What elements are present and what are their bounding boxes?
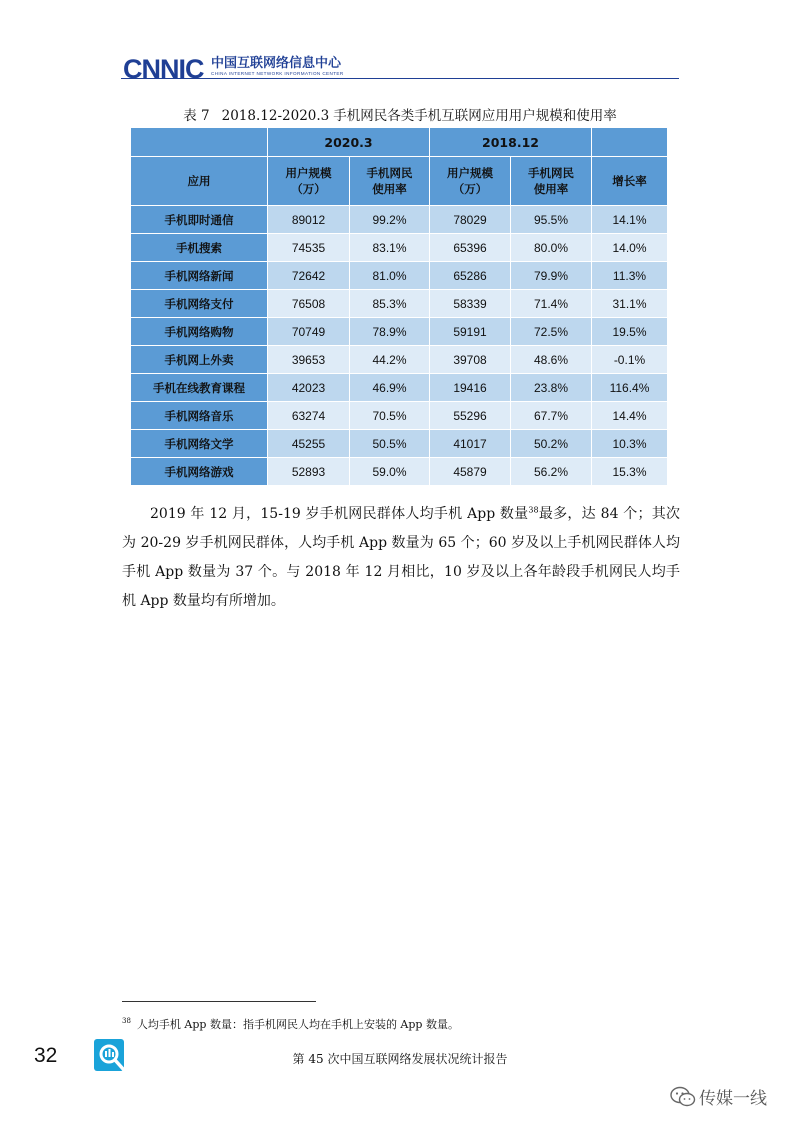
- users-2020-cell: 89012: [268, 206, 350, 234]
- rate-2020-cell: 50.5%: [350, 430, 430, 458]
- rate-2020-cell: 70.5%: [350, 402, 430, 430]
- table-row: [131, 458, 668, 486]
- users-2018-cell: 41017: [430, 430, 511, 458]
- rate-2020-cell: 44.2%: [350, 346, 430, 374]
- growth-cell: 15.3%: [592, 458, 668, 486]
- footnote-text: 人均手机 App 数量：指手机网民人均在手机上安装的 App 数量。: [136, 1018, 459, 1031]
- header-users-line1: 用户规模: [285, 166, 332, 180]
- rate-2020-cell: 85.3%: [350, 290, 430, 318]
- rate-2018-cell: 67.7%: [511, 402, 592, 430]
- table-row: [131, 206, 668, 234]
- growth-cell: -0.1%: [592, 346, 668, 374]
- app-usage-table: [130, 127, 668, 486]
- rate-2018-cell: 80.0%: [511, 234, 592, 262]
- cnnic-logo: CNNIC: [123, 54, 204, 84]
- watermark-text: 传媒一线: [699, 1089, 767, 1109]
- table-row: [131, 318, 668, 346]
- users-2020-cell: 63274: [268, 402, 350, 430]
- rate-2018-cell: 71.4%: [511, 290, 592, 318]
- rate-2018-cell: 23.8%: [511, 374, 592, 402]
- users-2020-cell: 45255: [268, 430, 350, 458]
- rate-2020-cell: 81.0%: [350, 262, 430, 290]
- growth-cell: 14.4%: [592, 402, 668, 430]
- header-users-line2: （万）: [291, 182, 326, 196]
- users-2018-cell: 39708: [430, 346, 511, 374]
- header-growth: 增长率: [592, 157, 668, 206]
- table-row: [131, 262, 668, 290]
- header-rate-line2: 使用率: [372, 182, 407, 196]
- users-2020-cell: 39653: [268, 346, 350, 374]
- paragraph-text-start: 2019 年 12 月，15-19 岁手机网民群体人均手机 App 数量: [150, 506, 529, 522]
- header-period-2020: 2020.3: [268, 128, 430, 157]
- footnote-ref: 38: [528, 505, 539, 515]
- header-blank-cell: [131, 128, 268, 157]
- users-2020-cell: 52893: [268, 458, 350, 486]
- table-caption: [0, 104, 800, 124]
- users-2018-cell: 19416: [430, 374, 511, 402]
- app-name-cell: 手机网上外卖: [131, 346, 268, 374]
- rate-2020-cell: 59.0%: [350, 458, 430, 486]
- page-number: 32: [34, 1044, 58, 1067]
- table-row: [131, 430, 668, 458]
- paragraph-text-end: 最多，达 84 个；其次为 20-29 岁手机网民群体，人均手机 App 数量为 65 个；60 岁及以上手机网民群体人均手机 App 数量为 37 个。与 2018 年 12 月相比，10 岁及以上各年龄段手机网民人均手机 App 数量均有所增加。: [122, 506, 680, 609]
- rate-2018-cell: 79.9%: [511, 262, 592, 290]
- footnote-divider: [122, 1001, 316, 1002]
- caption-label: 表 7: [183, 108, 210, 124]
- users-2018-cell: 55296: [430, 402, 511, 430]
- growth-cell: 116.4%: [592, 374, 668, 402]
- table-row: [131, 402, 668, 430]
- app-name-cell: 手机网络音乐: [131, 402, 268, 430]
- users-2020-cell: 70749: [268, 318, 350, 346]
- footnote-number: 38: [122, 1017, 131, 1026]
- report-title: 第 45 次中国互联网络发展状况统计报告: [292, 1052, 508, 1066]
- rate-2018-cell: 95.5%: [511, 206, 592, 234]
- users-2020-cell: 76508: [268, 290, 350, 318]
- growth-cell: 19.5%: [592, 318, 668, 346]
- rate-2020-cell: 99.2%: [350, 206, 430, 234]
- header-divider: [121, 78, 679, 79]
- growth-cell: 31.1%: [592, 290, 668, 318]
- header-rate-line2: 使用率: [533, 182, 569, 196]
- caption-range: 2018.12-2020.3: [221, 108, 330, 124]
- org-name-en: CHINA INTERNET NETWORK INFORMATION CENTER: [211, 71, 344, 76]
- table-row: [131, 374, 668, 402]
- header-users-2018: [430, 157, 511, 206]
- app-name-cell: 手机搜索: [131, 234, 268, 262]
- rate-2018-cell: 72.5%: [511, 318, 592, 346]
- footnote: [122, 1016, 459, 1032]
- users-2018-cell: 65396: [430, 234, 511, 262]
- growth-cell: 10.3%: [592, 430, 668, 458]
- rate-2018-cell: 48.6%: [511, 346, 592, 374]
- rate-2020-cell: 46.9%: [350, 374, 430, 402]
- users-2020-cell: 72642: [268, 262, 350, 290]
- header-users-line1: 用户规模: [447, 166, 493, 180]
- header-users-2020: [268, 157, 350, 206]
- app-name-cell: 手机即时通信: [131, 206, 268, 234]
- users-2018-cell: 65286: [430, 262, 511, 290]
- app-name-cell: 手机网络游戏: [131, 458, 268, 486]
- users-2018-cell: 45879: [430, 458, 511, 486]
- rate-2018-cell: 56.2%: [511, 458, 592, 486]
- header-rate-2018: [511, 157, 592, 206]
- header-rate-line1: 手机网民: [366, 166, 413, 180]
- header-blank-cell: [592, 128, 668, 157]
- header-period-2018: 2018.12: [430, 128, 592, 157]
- app-name-cell: 手机网络支付: [131, 290, 268, 318]
- header-rate-line1: 手机网民: [528, 166, 574, 180]
- growth-cell: 14.0%: [592, 234, 668, 262]
- rate-2018-cell: 50.2%: [511, 430, 592, 458]
- users-2018-cell: 78029: [430, 206, 511, 234]
- users-2018-cell: 59191: [430, 318, 511, 346]
- users-2018-cell: 58339: [430, 290, 511, 318]
- caption-title: 手机网民各类手机互联网应用用户规模和使用率: [333, 108, 617, 124]
- table-row: [131, 234, 668, 262]
- app-name-cell: 手机网络新闻: [131, 262, 268, 290]
- app-name-cell: 手机网络购物: [131, 318, 268, 346]
- users-2020-cell: 74535: [268, 234, 350, 262]
- app-name-cell: 手机网络文学: [131, 430, 268, 458]
- org-name-cn: 中国互联网络信息中心: [211, 56, 342, 71]
- body-paragraph: [122, 500, 680, 616]
- header-app: 应用: [131, 157, 268, 206]
- users-2020-cell: 42023: [268, 374, 350, 402]
- header-rate-2020: [350, 157, 430, 206]
- app-name-cell: 手机在线教育课程: [131, 374, 268, 402]
- growth-cell: 11.3%: [592, 262, 668, 290]
- rate-2020-cell: 83.1%: [350, 234, 430, 262]
- rate-2020-cell: 78.9%: [350, 318, 430, 346]
- table-row: [131, 346, 668, 374]
- header-users-line2: （万）: [452, 182, 488, 196]
- table-row: [131, 290, 668, 318]
- growth-cell: 14.1%: [592, 206, 668, 234]
- wechat-icon: [670, 1086, 696, 1108]
